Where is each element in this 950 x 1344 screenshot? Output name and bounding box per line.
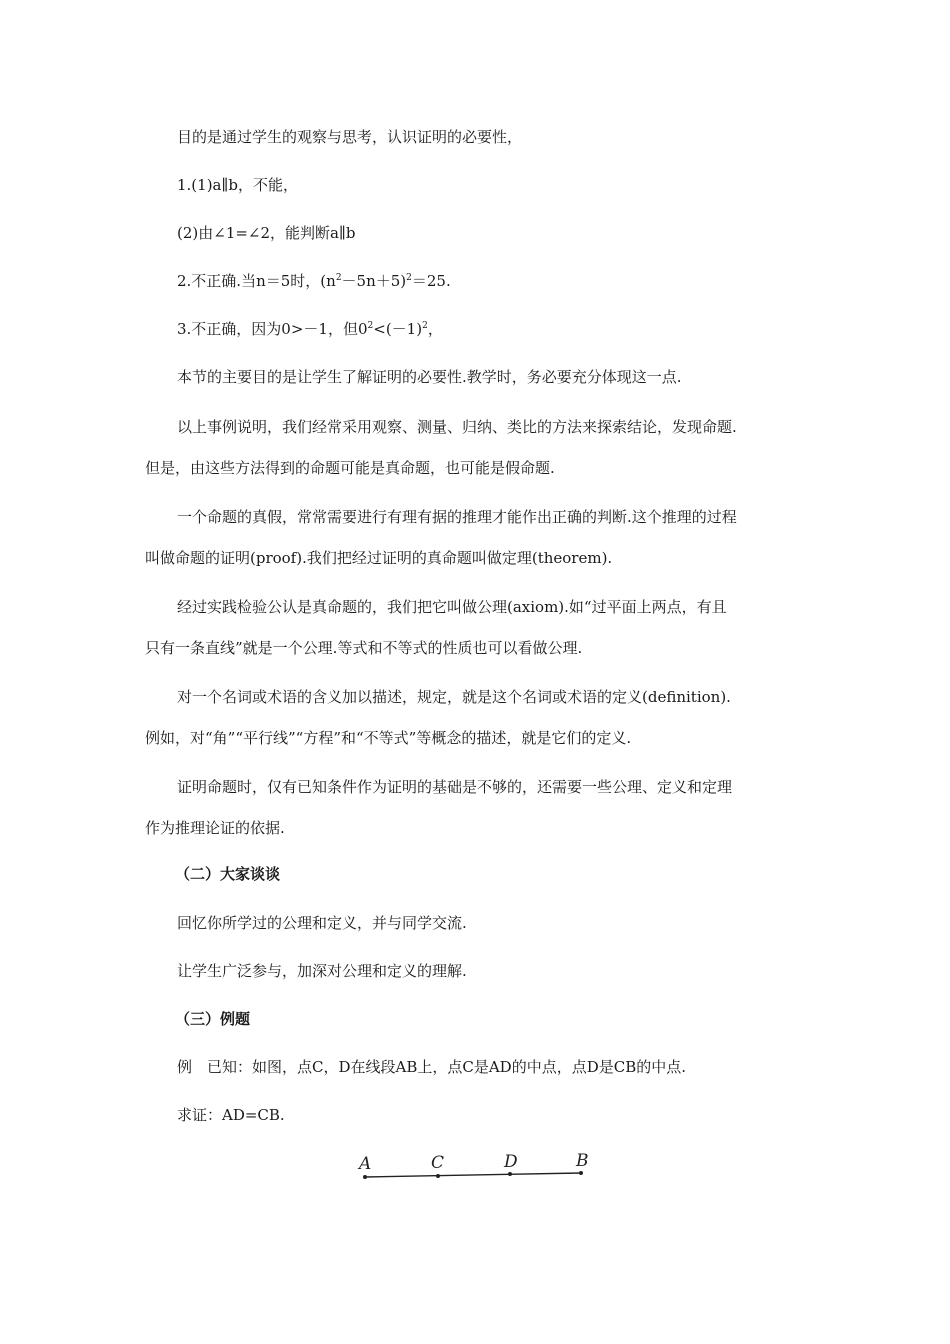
formula-part: ， [427, 320, 443, 338]
answer-1-2: (2)由∠1=∠2，能判断a∥b [177, 224, 356, 242]
paragraph-purpose: 目的是通过学生的观察与思考，认识证明的必要性， [177, 128, 523, 146]
answer-3 [145, 309, 810, 349]
superscript: 2 [335, 273, 342, 283]
label-b: B [576, 1151, 589, 1171]
paragraph-basis-2: 作为推理论证的依据. [145, 819, 285, 837]
segment-figure [355, 1148, 595, 1188]
formula-part: (n [320, 272, 336, 290]
label-d: D [504, 1152, 518, 1172]
point-c [436, 1174, 440, 1178]
label-a: A [359, 1154, 372, 1174]
formula-part: <(－1) [373, 320, 423, 338]
formula-part: ＝25. [411, 272, 451, 290]
paragraph-basis-1: 证明命题时，仅有已知条件作为证明的基础是不够的，还需要一些公理、定义和定理 [177, 778, 733, 796]
paragraph-examples-2: 但是，由这些方法得到的命题可能是真命题，也可能是假命题. [145, 459, 555, 477]
point-a [363, 1175, 367, 1179]
label-c: C [431, 1153, 445, 1173]
talk-line-2: 让学生广泛参与，加深对公理和定义的理解. [177, 962, 467, 980]
paragraph-definition-2: 例如，对“角”“平行线”“方程”和“不等式”等概念的描述，就是它们的定义. [145, 729, 632, 747]
talk-line-1: 回忆你所学过的公理和定义，并与同学交流. [177, 914, 467, 932]
point-d [508, 1172, 512, 1176]
paragraph-proof-2: 叫做命题的证明(proof).我们把经过证明的真命题叫做定理(theorem). [145, 549, 613, 567]
paragraph-axiom-1: 经过实践检验公认是真命题的，我们把它叫做公理(axiom).如“过平面上两点，有且 [177, 598, 727, 616]
prove-statement: 求证：AD=CB. [177, 1106, 285, 1124]
superscript: 2 [422, 321, 428, 331]
section-heading-talk: （二）大家谈谈 [175, 865, 281, 883]
point-b [579, 1171, 583, 1175]
paragraph-axiom-2: 只有一条直线”就是一个公理.等式和不等式的性质也可以看做公理. [145, 639, 583, 657]
example-statement: 例 已知：如图，点C，D在线段AB上，点C是AD的中点，点D是CB的中点. [177, 1058, 686, 1076]
answer-3-text: 3.不正确，因为0>－1，但0 [177, 320, 368, 338]
answer-2 [145, 261, 810, 301]
answer-2-text: 2.不正确.当n＝5时， [177, 272, 321, 290]
superscript: 2 [406, 273, 412, 283]
paragraph-definition-1: 对一个名词或术语的含义加以描述，规定，就是这个名词或术语的定义(definition). [177, 688, 731, 706]
paragraph-main-purpose: 本节的主要目的是让学生了解证明的必要性.教学时，务必要充分体现这一点. [177, 368, 682, 386]
segment-line [365, 1173, 581, 1177]
paragraph-examples-1: 以上事例说明，我们经常采用观察、测量、归纳、类比的方法来探索结论，发现命题. [177, 418, 737, 436]
superscript: 2 [367, 321, 374, 331]
section-heading-example: （三）例题 [175, 1010, 251, 1028]
formula-part: －5n＋5) [341, 272, 407, 290]
paragraph-proof-1: 一个命题的真假，常常需要进行有理有据的推理才能作出正确的判断.这个推理的过程 [177, 508, 737, 526]
answer-1-1: 1.(1)a∥b，不能， [177, 176, 299, 194]
